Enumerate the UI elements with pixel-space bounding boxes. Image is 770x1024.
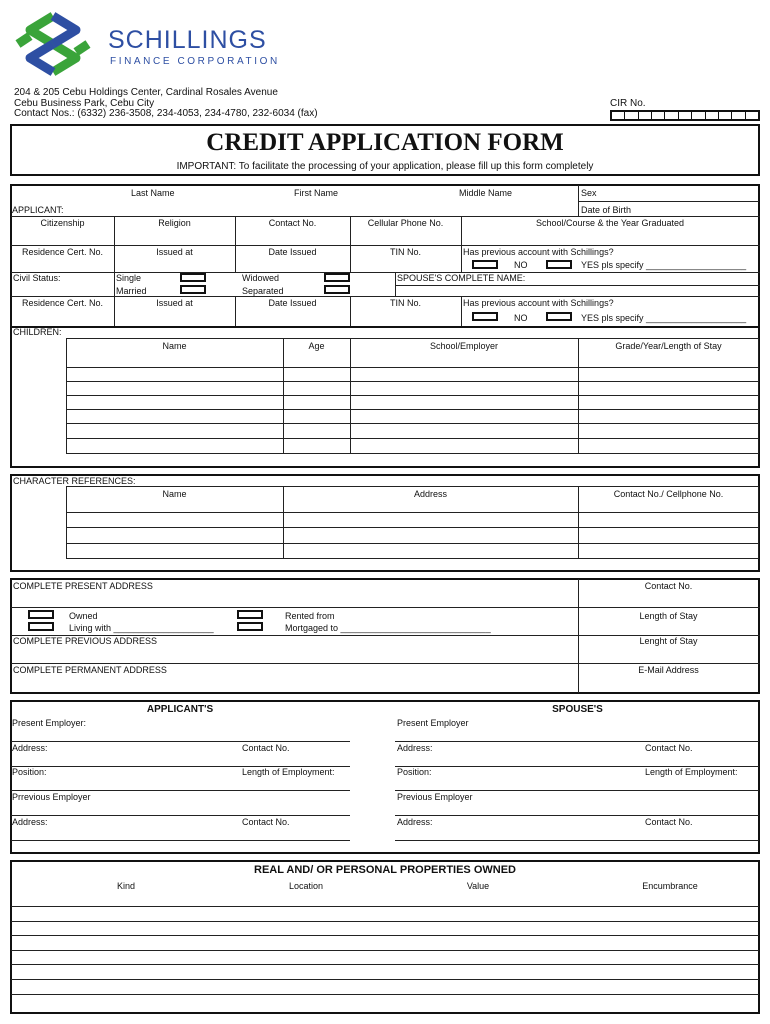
properties-row-line <box>11 921 759 922</box>
prev-account-yes-label: YES pls specify ____________________ <box>581 260 747 270</box>
properties-row-line <box>11 979 759 980</box>
living-with-label: Living with ____________________ <box>69 623 214 633</box>
company-logo <box>10 10 96 80</box>
properties-heading: REAL AND/ OR PERSONAL PROPERTIES OWNED <box>254 864 516 876</box>
references-row-line <box>66 512 759 513</box>
spouse-prev-address-label: Address: <box>397 817 433 827</box>
separated-checkbox[interactable] <box>324 285 350 294</box>
owned-checkbox[interactable] <box>28 610 54 619</box>
spouse-prev-account-label: Has previous account with Schillings? <box>463 298 614 308</box>
properties-row-line <box>11 950 759 951</box>
previous-address-label: COMPLETE PREVIOUS ADDRESS <box>13 636 158 646</box>
sex-label: Sex <box>581 188 597 198</box>
properties-row-line <box>11 906 759 907</box>
middle-name-label: Middle Name <box>459 188 513 198</box>
applicant-present-employer-label: Present Employer: <box>12 718 87 728</box>
permanent-address-label: COMPLETE PERMANENT ADDRESS <box>13 665 167 675</box>
address-line-2: Cebu Business Park, Cebu City <box>14 98 155 109</box>
properties-row-line <box>11 964 759 965</box>
spouse-position-label: Position: <box>397 767 432 777</box>
spouse-present-employer-label: Present Employer <box>397 718 469 728</box>
married-checkbox[interactable] <box>180 285 206 294</box>
spouse-length-employment-label: Length of Employment: <box>645 767 738 777</box>
spouse-issued-at-label: Issued at <box>156 298 193 308</box>
married-label: Married <box>116 286 147 296</box>
cir-label: CIR No. <box>610 98 646 109</box>
single-label: Single <box>116 273 142 283</box>
form-title: CREDIT APPLICATION FORM <box>206 129 564 156</box>
present-length-of-stay-label: Length of Stay <box>639 611 698 621</box>
spouse-prev-yes-label: YES pls specify ____________________ <box>581 313 747 323</box>
logo-mark-icon <box>10 10 96 80</box>
date-of-birth-label: Date of Birth <box>581 205 632 215</box>
address-line-1: 204 & 205 Cebu Holdings Center, Cardinal Rosales Avenue <box>14 87 278 98</box>
email-label: E-Mail Address <box>638 665 699 675</box>
applicant-address-label: Address: <box>12 743 48 753</box>
spouse-employment-heading: SPOUSE'S <box>552 704 603 715</box>
applicant-employment-heading: APPLICANT'S <box>146 704 214 715</box>
first-name-label: First Name <box>294 188 339 198</box>
mortgaged-to-label: Mortgaged to ______________________________ <box>285 623 491 633</box>
references-row-line <box>66 543 759 544</box>
applicant-prev-address-label: Address: <box>12 817 48 827</box>
school-course-label: School/Course & the Year Graduated <box>535 218 685 228</box>
applicant-previous-employer-label: Prrevious Employer <box>12 792 91 802</box>
contact-no-label: Contact No. <box>268 218 317 228</box>
rented-from-label: Rented from <box>285 611 335 621</box>
spouse-prev-contact-label: Contact No. <box>645 817 693 827</box>
references-header-address: Address <box>413 489 448 499</box>
children-label: CHILDREN: <box>13 327 62 337</box>
references-label: CHARACTER REFERENCES: <box>13 476 136 486</box>
children-row-line <box>66 409 759 410</box>
date-issued-label: Date Issued <box>268 247 317 257</box>
applicant-label: APPLICANT: <box>12 205 64 215</box>
last-name-label: Last Name <box>131 188 175 198</box>
references-header-contact: Contact No./ Cellphone No. <box>613 489 724 499</box>
contact-numbers: Contact Nos.: (6332) 236-3508, 234-4053, 234-4780, 232-6034 (fax) <box>14 108 318 119</box>
spouse-res-cert-label: Residence Cert. No. <box>21 298 104 308</box>
widowed-checkbox[interactable] <box>324 273 350 282</box>
widowed-label: Widowed <box>242 273 280 283</box>
properties-row-line <box>11 994 759 995</box>
present-contact-label: Contact No. <box>644 581 693 591</box>
spouse-name-label: SPOUSE'S COMPLETE NAME: <box>397 273 526 283</box>
company-subtitle: FINANCE CORPORATION <box>110 56 280 67</box>
citizenship-label: Citizenship <box>40 218 85 228</box>
living-with-checkbox[interactable] <box>28 622 54 631</box>
employment-section <box>10 700 760 854</box>
spouse-prev-no-label: NO <box>514 313 528 323</box>
children-header-grade: Grade/Year/Length of Stay <box>615 341 722 351</box>
children-table <box>66 338 759 454</box>
spouse-prev-yes-checkbox[interactable] <box>546 312 572 321</box>
references-row-line <box>66 527 759 528</box>
children-header-name: Name <box>162 341 187 351</box>
properties-header-kind: Kind <box>116 881 135 891</box>
rented-checkbox[interactable] <box>237 610 263 619</box>
children-row-line <box>66 367 759 368</box>
cellular-label: Cellular Phone No. <box>367 218 444 228</box>
last-name-field[interactable] <box>114 185 578 216</box>
cir-number-field[interactable] <box>610 110 760 121</box>
applicant-contact-label: Contact No. <box>242 743 290 753</box>
applicant-length-employment-label: Length of Employment: <box>242 767 335 777</box>
spouse-address-label: Address: <box>397 743 433 753</box>
previous-length-of-stay-label: Lenght of Stay <box>639 636 698 646</box>
separated-label: Separated <box>242 286 284 296</box>
applicant-position-label: Position: <box>12 767 47 777</box>
issued-at-label: Issued at <box>156 247 193 257</box>
properties-header-encumbrance: Encumbrance <box>642 881 698 891</box>
owned-label: Owned <box>69 611 98 621</box>
prev-account-no-checkbox[interactable] <box>472 260 498 269</box>
references-header-name: Name <box>162 489 187 499</box>
present-address-label: COMPLETE PRESENT ADDRESS <box>13 581 153 591</box>
spouse-contact-label: Contact No. <box>645 743 693 753</box>
children-header-school: School/Employer <box>429 341 499 351</box>
single-checkbox[interactable] <box>180 273 206 282</box>
company-name: SCHILLINGS <box>108 26 267 54</box>
properties-header-value: Value <box>466 881 490 891</box>
properties-header-location: Location <box>288 881 324 891</box>
spouse-date-issued-label: Date Issued <box>268 298 317 308</box>
prev-account-yes-checkbox[interactable] <box>546 260 572 269</box>
children-row-line <box>66 438 759 439</box>
properties-row-line <box>11 935 759 936</box>
children-row-line <box>66 381 759 382</box>
spouse-prev-no-checkbox[interactable] <box>472 312 498 321</box>
spouse-previous-employer-label: Previous Employer <box>397 792 473 802</box>
children-header-age: Age <box>308 341 325 351</box>
children-row-line <box>66 395 759 396</box>
applicant-prev-contact-label: Contact No. <box>242 817 290 827</box>
prev-account-label: Has previous account with Schillings? <box>463 247 614 257</box>
civil-status-label: Civil Status: <box>13 273 61 283</box>
mortgaged-checkbox[interactable] <box>237 622 263 631</box>
prev-account-no-label: NO <box>514 260 528 270</box>
religion-label: Religion <box>158 218 191 228</box>
important-note: IMPORTANT: To facilitate the processing of your application, please fill up this form completely <box>176 161 594 172</box>
spouse-tin-label: TIN No. <box>389 298 421 308</box>
tin-label: TIN No. <box>389 247 421 257</box>
children-row-line <box>66 423 759 424</box>
res-cert-label: Residence Cert. No. <box>21 247 104 257</box>
